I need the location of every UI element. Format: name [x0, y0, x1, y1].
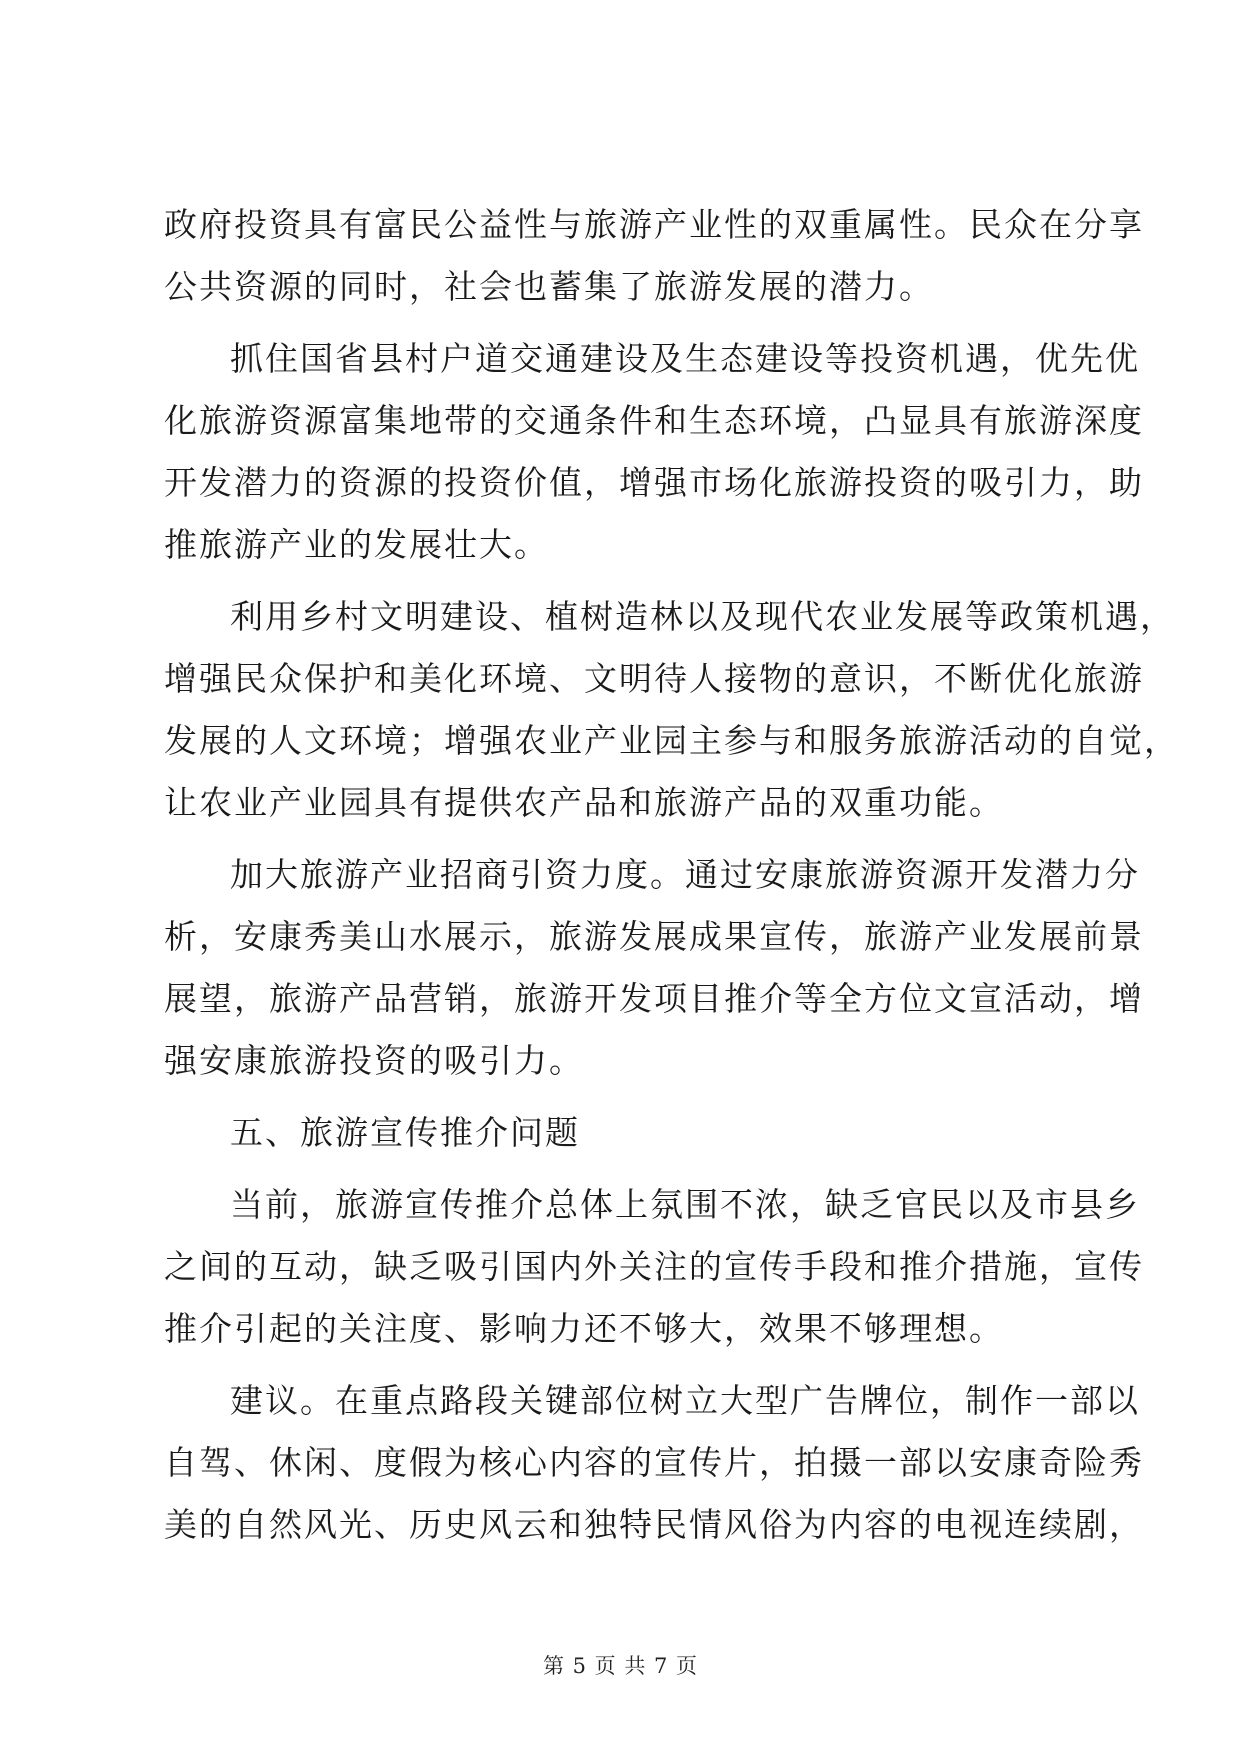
text-line: 推旅游产业的发展壮大。	[164, 525, 549, 564]
section-heading: 五、旅游宣传推介问题	[230, 1113, 580, 1152]
text-line: 之间的互动，缺乏吸引国内外关注的宣传手段和推介措施，宣传	[164, 1247, 1144, 1286]
text-line: 自驾、休闲、度假为核心内容的宣传片，拍摄一部以安康奇险秀	[164, 1443, 1144, 1482]
text-line: 推介引起的关注度、影响力还不够大，效果不够理想。	[164, 1309, 1004, 1348]
text-line: 利用乡村文明建设、植树造林以及现代农业发展等政策机遇，	[230, 597, 1175, 636]
text-line: 抓住国省县村户道交通建设及生态建设等投资机遇，优先优	[230, 339, 1140, 378]
text-line: 强安康旅游投资的吸引力。	[164, 1041, 584, 1080]
text-line: 政府投资具有富民公益性与旅游产业性的双重属性。民众在分享	[164, 205, 1144, 244]
text-line: 发展的人文环境；增强农业产业园主参与和服务旅游活动的自觉，	[164, 721, 1179, 760]
text-line: 开发潜力的资源的投资价值，增强市场化旅游投资的吸引力，助	[164, 463, 1144, 502]
text-line: 化旅游资源富集地带的交通条件和生态环境，凸显具有旅游深度	[164, 401, 1144, 440]
text-line: 当前，旅游宣传推介总体上氛围不浓，缺乏官民以及市县乡	[230, 1185, 1140, 1224]
text-line: 析，安康秀美山水展示，旅游发展成果宣传，旅游产业发展前景	[164, 917, 1144, 956]
text-line: 展望，旅游产品营销，旅游开发项目推介等全方位文宣活动，增	[164, 979, 1144, 1018]
text-line: 增强民众保护和美化环境、文明待人接物的意识，不断优化旅游	[164, 659, 1144, 698]
text-line: 建议。在重点路段关键部位树立大型广告牌位，制作一部以	[230, 1381, 1140, 1420]
text-line: 美的自然风光、历史风云和独特民情风俗为内容的电视连续剧，	[164, 1505, 1144, 1544]
text-line: 公共资源的同时，社会也蓄集了旅游发展的潜力。	[164, 267, 934, 306]
document-body	[164, 194, 1179, 1556]
text-line: 让农业产业园具有提供农产品和旅游产品的双重功能。	[164, 783, 1004, 822]
page-number-footer: 第 5 页 共 7 页	[542, 1654, 699, 1678]
text-line: 加大旅游产业招商引资力度。通过安康旅游资源开发潜力分	[230, 855, 1140, 894]
